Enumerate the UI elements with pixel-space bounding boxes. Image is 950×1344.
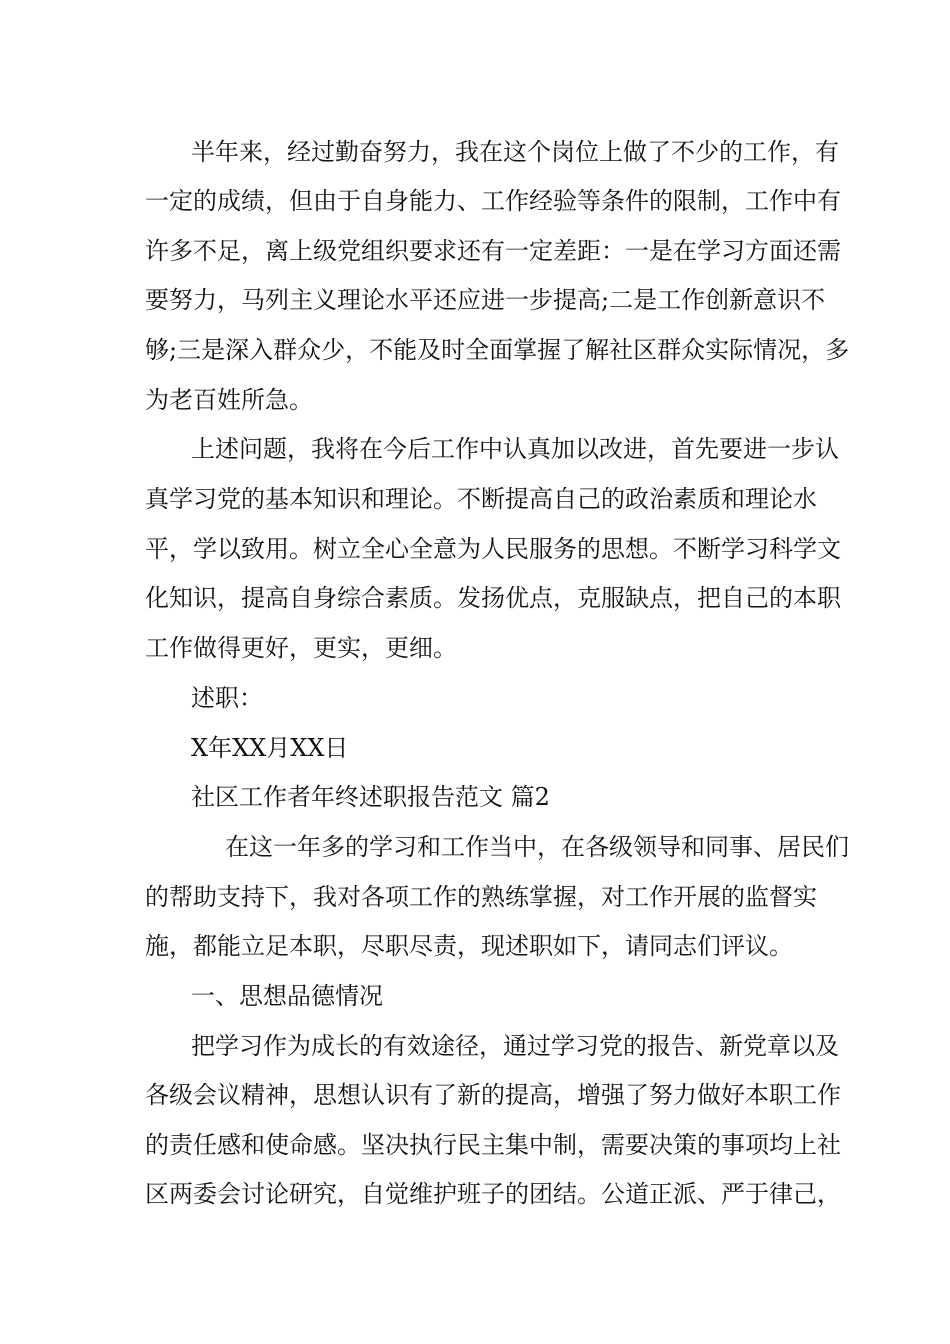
- paragraph-line: 施，都能立足本职，尽职尽责，现述职如下，请同志们评议。: [145, 932, 793, 960]
- paragraph-line: 的责任感和使命感。坚决执行民主集中制，需要决策的事项均上社: [145, 1131, 841, 1159]
- paragraph-line: 为老百姓所急。: [145, 386, 313, 414]
- report-date: X年XX月XX日: [191, 734, 349, 762]
- paragraph-line: 区两委会讨论研究，自觉维护班子的团结。公道正派、严于律己，: [145, 1180, 841, 1208]
- paragraph-line: 平，学以致用。树立全心全意为人民服务的思想。不断学习科学文: [145, 535, 841, 563]
- paragraph-line: 够;三是深入群众少，不能及时全面掌握了解社区群众实际情况，多: [145, 336, 850, 364]
- section-title: 社区工作者年终述职报告范文 篇2: [191, 783, 550, 811]
- signature-label: 述职：: [191, 684, 263, 712]
- paragraph-line: 在这一年多的学习和工作当中，在各级领导和同事、居民们: [225, 833, 849, 861]
- paragraph-line: 一定的成绩，但由于自身能力、工作经验等条件的限制，工作中有: [145, 187, 841, 215]
- paragraph-line: 化知识，提高自身综合素质。发扬优点，克服缺点，把自己的本职: [145, 584, 841, 612]
- paragraph-line: 的帮助支持下，我对各项工作的熟练掌握，对工作开展的监督实: [145, 883, 817, 911]
- paragraph-line: 要努力，马列主义理论水平还应进一步提高;二是工作创新意识不: [145, 286, 826, 314]
- paragraph-line: 半年来，经过勤奋努力，我在这个岗位上做了不少的工作，有: [191, 138, 839, 166]
- paragraph-line: 上述问题，我将在今后工作中认真加以改进，首先要进一步认: [191, 435, 839, 463]
- paragraph-line: 许多不足，离上级党组织要求还有一定差距：一是在学习方面还需: [145, 237, 841, 265]
- section-heading: 一、思想品德情况: [191, 982, 383, 1010]
- paragraph-line: 把学习作为成长的有效途径，通过学习党的报告、新党章以及: [191, 1032, 839, 1060]
- paragraph-line: 工作做得更好，更实，更细。: [145, 634, 457, 662]
- paragraph-line: 各级会议精神，思想认识有了新的提高，增强了努力做好本职工作: [145, 1081, 841, 1109]
- paragraph-line: 真学习党的基本知识和理论。不断提高自己的政治素质和理论水: [145, 485, 817, 513]
